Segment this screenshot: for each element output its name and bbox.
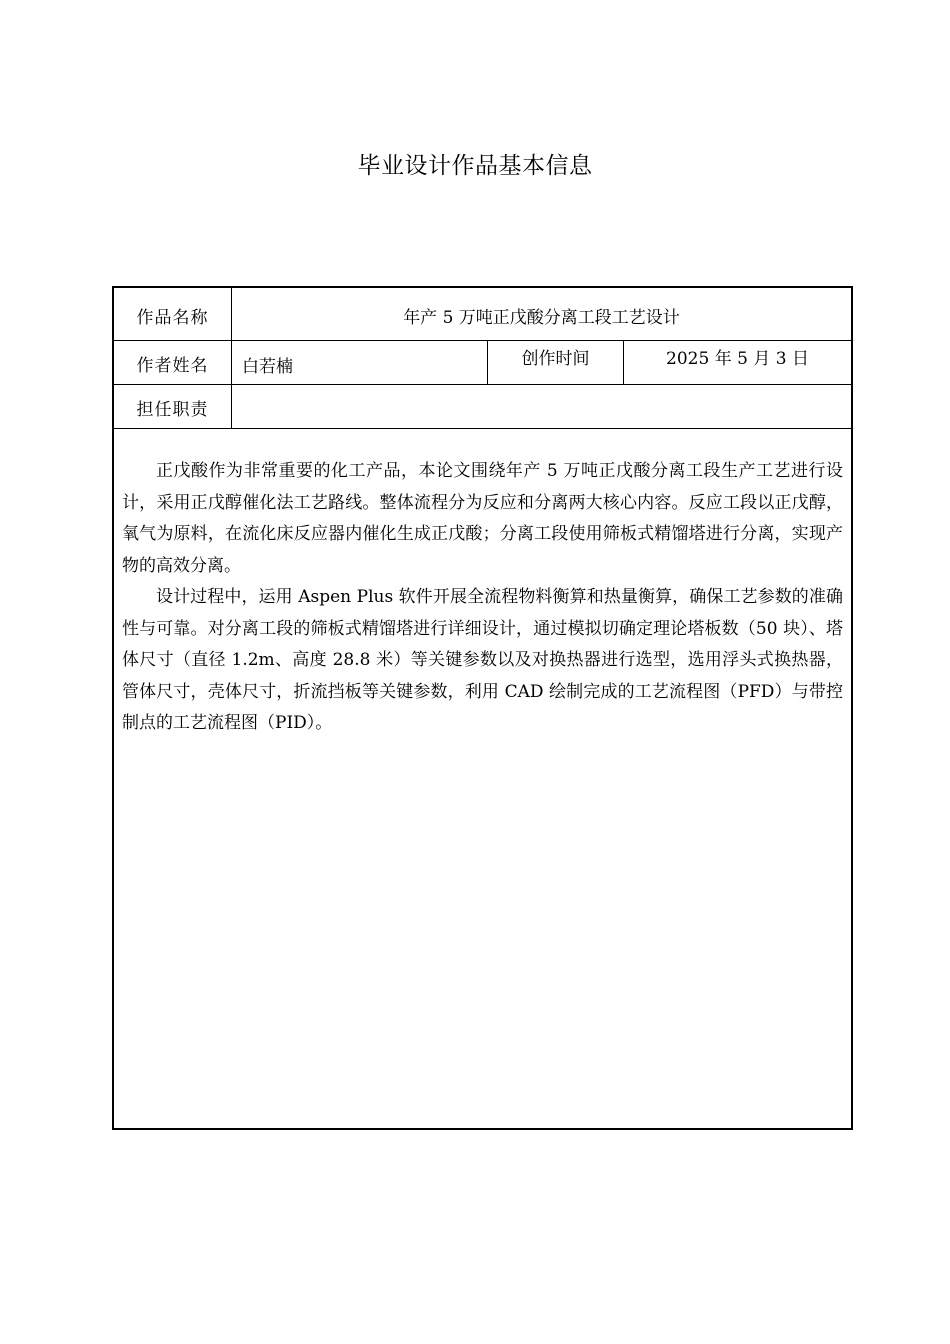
work-name-label: 作品名称 (136, 308, 209, 328)
info-table (112, 286, 853, 1130)
row-divider (114, 428, 851, 429)
role-label: 担任职责 (136, 400, 209, 420)
author-label: 作者姓名 (136, 356, 209, 376)
abstract-paragraph: 正戊酸作为非常重要的化工产品，本论文围绕年产 5 万吨正戊酸分离工段生产工艺进行设计，采用正戊醇催化法工艺路线。整体流程分为反应和分离两大核心内容。反应工段以正戊醇，氧气为原料，在流化床反应器内催化生成正戊酸；分离工段使用筛板式精馏塔进行分离，实现产物的高效分离。 (122, 461, 843, 576)
creation-time-label: 创作时间 (521, 349, 590, 369)
author-value: 白若楠 (242, 357, 293, 377)
creation-time-value: 2025 年 5 月 3 日 (666, 349, 809, 369)
abstract-section (114, 430, 851, 740)
row-divider (114, 384, 851, 385)
work-name-value: 年产 5 万吨正戊酸分离工段工艺设计 (403, 308, 680, 328)
abstract-paragraph: 设计过程中，运用 Aspen Plus 软件开展全流程物料衡算和热量衡算，确保工艺参数的准确性与可靠。对分离工段的筛板式精馏塔进行详细设计，通过模拟切确定理论塔板数（50 块）、塔体尺寸（直径 1.2m、高度 28.8 米）等关键参数以及对换热器进行选型，选用浮头式换热器，管体尺寸，壳体尺寸，折流挡板等关键参数，利用 CAD 绘制完成的工艺流程图（PFD）与带控制点的工艺流程图（PID）。 (122, 587, 843, 733)
row-divider (114, 340, 851, 341)
page-title: 毕业设计作品基本信息 (357, 153, 593, 179)
